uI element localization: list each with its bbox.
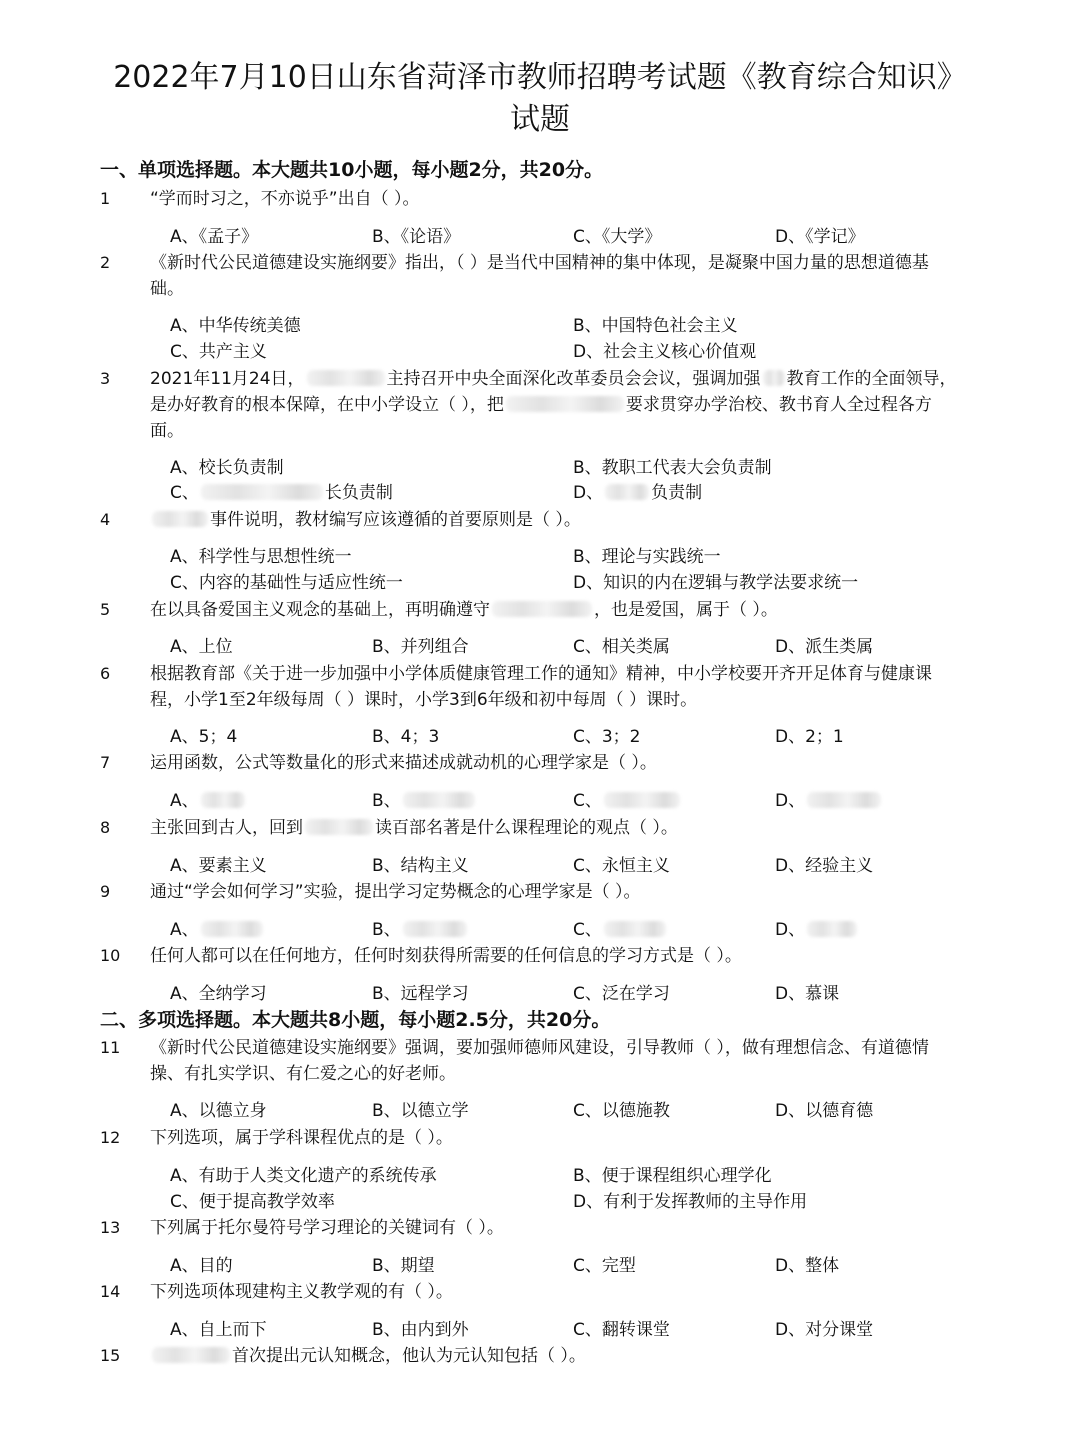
option-c: C、3；2 [573, 727, 641, 747]
redacted-blur [604, 792, 680, 808]
question-text-part: 事件说明，教材编写应该遵循的首要原则是（ ）。 [210, 510, 581, 530]
question-number: 4 [100, 510, 111, 529]
question-text-part: 教育工作的全面领导，是办好教育的根本保障，在中小学设立（ ），把 [150, 369, 957, 415]
option-a: A、上位 [170, 637, 233, 657]
question-number: 14 [100, 1282, 121, 1301]
option-label: D、 [775, 920, 806, 940]
question-number: 15 [100, 1346, 121, 1365]
question-text [150, 507, 960, 533]
option-a: A、校长负责制 [170, 458, 284, 478]
option-c: C、泛在学习 [573, 984, 670, 1004]
option-a: A、目的 [170, 1256, 233, 1276]
option-label: A、 [170, 791, 199, 811]
question-text-part: ，也是爱国，属于（ ）。 [594, 600, 778, 620]
option-b: B、以德立学 [372, 1101, 469, 1121]
option-c [170, 481, 393, 505]
question-number: 8 [100, 818, 111, 837]
redacted-blur [492, 601, 592, 617]
question-number: 2 [100, 253, 111, 272]
option-a: A、以德立身 [170, 1101, 267, 1121]
option-d [775, 918, 859, 942]
option-d: D、有利于发挥教师的主导作用 [573, 1192, 808, 1212]
option-c: C、完型 [573, 1256, 636, 1276]
page-title: 2022年7月10日山东省菏泽市教师招聘考试题《教育综合知识》 [113, 60, 967, 95]
option-label: C、 [573, 920, 602, 940]
option-b: B、教职工代表大会负责制 [573, 458, 772, 478]
option-c: C、便于提高教学效率 [170, 1192, 335, 1212]
section-heading-single-choice: 一、单项选择题。本大题共10小题，每小题2分，共20分。 [100, 159, 604, 181]
option-d: D、对分课堂 [775, 1320, 874, 1340]
option-a: A、有助于人类文化遗产的系统传承 [170, 1166, 437, 1186]
question-text [150, 366, 960, 444]
redacted-blur [201, 484, 323, 500]
option-b: B、中国特色社会主义 [573, 316, 738, 336]
question-number: 6 [100, 664, 111, 683]
question-text [150, 815, 960, 841]
question-text: “学而时习之，不亦说乎”出自（ ）。 [150, 189, 420, 209]
option-d: D、经验主义 [775, 856, 874, 876]
option-d: D、派生类属 [775, 637, 874, 657]
option-d: D、知识的内在逻辑与教学法要求统一 [573, 573, 859, 593]
option-b: B、《论语》 [372, 227, 461, 247]
question-text: 下列属于托尔曼符号学习理论的关键词有（ ）。 [150, 1218, 504, 1238]
question-text: 下列选项，属于学科课程优点的是（ ）。 [150, 1128, 453, 1148]
redacted-blur [152, 1347, 230, 1363]
redacted-blur [152, 511, 208, 527]
option-d: D、2；1 [775, 727, 844, 747]
option-c: C、内容的基础性与适应性统一 [170, 573, 403, 593]
option-d [573, 481, 702, 505]
option-c [573, 789, 682, 813]
option-d: D、慕课 [775, 984, 840, 1004]
question-number: 1 [100, 189, 111, 208]
question-number: 3 [100, 369, 111, 388]
question-number: 7 [100, 753, 111, 772]
option-b [372, 918, 469, 942]
option-a [170, 918, 265, 942]
option-b: B、便于课程组织心理学化 [573, 1166, 772, 1186]
option-c: C、永恒主义 [573, 856, 670, 876]
question-text-part: 读百部名著是什么课程理论的观点（ ）。 [375, 818, 678, 838]
option-label: 长负责制 [324, 483, 393, 503]
option-a: A、5；4 [170, 727, 238, 747]
option-label: A、 [170, 920, 199, 940]
option-c: C、共产主义 [170, 342, 267, 362]
redacted-blur [605, 484, 649, 500]
redacted-blur [506, 396, 624, 412]
option-d: D、《学记》 [775, 227, 865, 247]
option-b: B、由内到外 [372, 1320, 469, 1340]
option-a: A、自上而下 [170, 1320, 267, 1340]
redacted-blur [604, 921, 666, 937]
question-number: 12 [100, 1128, 121, 1147]
question-number: 9 [100, 882, 111, 901]
redacted-blur [763, 370, 785, 386]
option-label: C、 [573, 791, 602, 811]
redacted-blur [201, 792, 245, 808]
option-a: A、要素主义 [170, 856, 267, 876]
option-a: A、科学性与思想性统一 [170, 547, 352, 567]
option-b: B、期望 [372, 1256, 435, 1276]
question-text: 通过“学会如何学习”实验，提出学习定势概念的心理学家是（ ）。 [150, 882, 641, 902]
question-text-part: 2021年11月24日， [150, 369, 305, 389]
option-label: D、 [573, 483, 604, 503]
redacted-blur [807, 792, 881, 808]
redacted-blur [307, 370, 385, 386]
question-text [150, 1343, 960, 1369]
question-text: 下列选项体现建构主义教学观的有（ ）。 [150, 1282, 453, 1302]
option-d: D、整体 [775, 1256, 840, 1276]
redacted-blur [403, 792, 475, 808]
option-label: B、 [372, 791, 401, 811]
option-a: A、中华传统美德 [170, 316, 301, 336]
question-number: 10 [100, 946, 121, 965]
question-text: 《新时代公民道德建设实施纲要》强调，要加强师德师风建设，引导教师（ ），做有理想信念、有道德情操、有扎实学识、有仁爱之心的好老师。 [150, 1038, 929, 1084]
option-b: B、远程学习 [372, 984, 469, 1004]
option-label: 负责制 [651, 483, 703, 503]
question-text-part: 主张回到古人，回到 [150, 818, 303, 838]
question-text: 《新时代公民道德建设实施纲要》指出，（ ）是当代中国精神的集中体现，是凝聚中国力量的思想道德基础。 [150, 253, 929, 299]
redacted-blur [305, 819, 373, 835]
redacted-blur [403, 921, 467, 937]
page-title-line2: 试题 [510, 102, 570, 137]
section-heading-multiple-choice: 二、多项选择题。本大题共8小题，每小题2.5分，共20分。 [100, 1009, 611, 1031]
option-b: B、并列组合 [372, 637, 469, 657]
question-number: 13 [100, 1218, 121, 1237]
option-c: C、翻转课堂 [573, 1320, 670, 1340]
question-text [150, 597, 960, 623]
question-text-part: 在以具备爱国主义观念的基础上，再明确遵守 [150, 600, 490, 620]
option-a: A、《孟子》 [170, 227, 259, 247]
option-b: B、4；3 [372, 727, 440, 747]
option-c: C、相关类属 [573, 637, 670, 657]
option-d: D、以德育德 [775, 1101, 874, 1121]
option-c: C、《大学》 [573, 227, 662, 247]
redacted-blur [807, 921, 857, 937]
option-label: C、 [170, 483, 199, 503]
option-c [573, 918, 668, 942]
option-b: B、理论与实践统一 [573, 547, 721, 567]
question-text-part: 要求贯穿办学治校、教书育人全过程各方面。 [150, 395, 932, 441]
question-text-part: 首次提出元认知概念，他认为元认知包括（ ）。 [232, 1346, 586, 1366]
option-b: B、结构主义 [372, 856, 469, 876]
option-a [170, 789, 247, 813]
option-d [775, 789, 883, 813]
question-number: 11 [100, 1038, 121, 1057]
question-number: 5 [100, 600, 111, 619]
option-b [372, 789, 477, 813]
question-text: 任何人都可以在任何地方，任何时刻获得所需要的任何信息的学习方式是（ ）。 [150, 946, 742, 966]
question-text: 根据教育部《关于进一步加强中小学体质健康管理工作的通知》精神，中小学校要开齐开足体育与健康课程，小学1至2年级每周（ ）课时，小学3到6年级和初中每周（ ）课时。 [150, 664, 932, 710]
option-label: B、 [372, 920, 401, 940]
redacted-blur [201, 921, 263, 937]
question-text: 运用函数，公式等数量化的形式来描述成就动机的心理学家是（ ）。 [150, 753, 657, 773]
option-c: C、以德施教 [573, 1101, 670, 1121]
question-text-part: 主持召开中央全面深化改革委员会会议，强调加强 [386, 369, 761, 389]
option-label: D、 [775, 791, 806, 811]
option-d: D、社会主义核心价值观 [573, 342, 757, 362]
option-a: A、全纳学习 [170, 984, 267, 1004]
